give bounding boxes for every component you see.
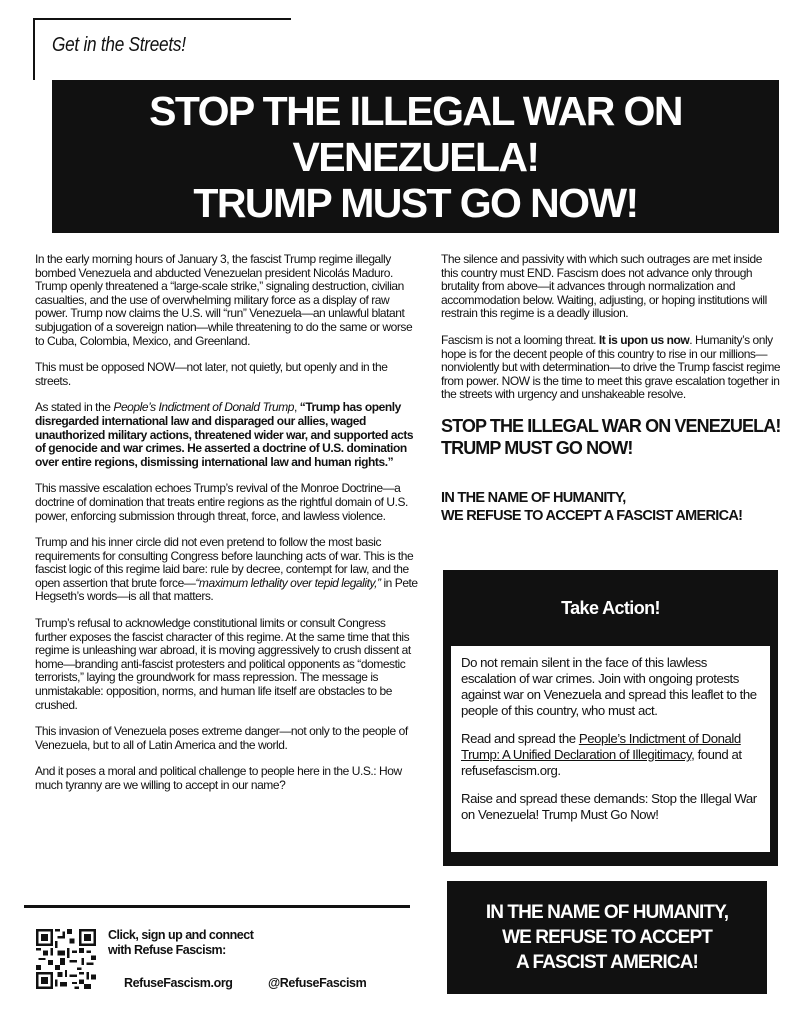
paragraph xyxy=(441,334,781,402)
footer-rule xyxy=(24,905,410,908)
indictment-link[interactable]: People’s Indictment of Donald Trump: A Unified Declaration of Illegitimacy xyxy=(461,731,741,762)
qr-code-icon[interactable] xyxy=(36,929,96,989)
paragraph: This massive escalation echoes Trump’s revival of the Monroe Doctrine—a doctrine of domination that treats entire regions as the rightful domain of U.S. power, enforcing submission through threat, force, and lawless violence. xyxy=(35,481,408,523)
slogan-humanity-line-2: WE REFUSE TO ACCEPT A FASCIST AMERICA! xyxy=(441,507,743,524)
slogan-line-2: TRUMP MUST GO NOW! xyxy=(441,437,633,458)
paragraph xyxy=(35,536,419,604)
paragraph: This invasion of Venezuela poses extreme danger—not only to the people of Venezuela, but to all of Latin America and the world. xyxy=(35,724,408,752)
text: in Pete Hegseth’s words—is all that matters. xyxy=(35,575,418,604)
hegseth-quote: “maximum lethality over tepid legality,” xyxy=(195,575,381,590)
footer-cta-line-1: Click, sign up and connect xyxy=(108,928,254,942)
footer-cta xyxy=(108,928,253,958)
headline-banner xyxy=(52,80,779,233)
paragraph: And it poses a moral and political challenge to people here in the U.S.: How much tyranny are we willing to accept in our name? xyxy=(35,764,402,792)
slogan-line-1: STOP THE ILLEGAL WAR ON VENEZUELA! xyxy=(441,415,781,436)
action-item: Do not remain silent in the face of this lawless escalation of war crimes. Join with ongoing protests against war on Venezuela and spread this leaflet to the people of this country, who must act. xyxy=(461,655,757,718)
text: , found at refusefascism.org. xyxy=(461,747,742,778)
action-item: Raise and spread these demands: Stop the Illegal War on Venezuela! Trump Must Go Now! xyxy=(461,791,757,822)
text: Fascism is not a looming threat. xyxy=(441,332,599,347)
text: , xyxy=(293,400,300,415)
headline-line-2: TRUMP MUST GO NOW! xyxy=(193,179,638,226)
frame-left-rule xyxy=(33,18,35,80)
closing-box xyxy=(447,881,767,994)
paragraph: Trump’s refusal to acknowledge constitutional limits or consult Congress further exposes the fascist character of this regime. At the same time that this regime is unleashing war abroad, it is moving aggressively to crush dissent at home—branding anti-fascist protesters and political opponents as “domestic terrorists,” laying the groundwork for mass repression. The message is unmistakable: opposition, norms, and human life itself are obstacles to be crushed. xyxy=(35,616,411,712)
closing-line-3: A FASCIST AMERICA! xyxy=(516,952,698,973)
text: Read and spread the xyxy=(461,731,579,746)
right-column xyxy=(441,253,781,525)
indictment-title: People’s Indictment of Donald Trump xyxy=(113,400,294,415)
frame-top-rule xyxy=(33,18,291,20)
kicker: Get in the Streets! xyxy=(52,34,186,56)
closing-line-2: WE REFUSE TO ACCEPT xyxy=(502,927,712,948)
paragraph: This must be opposed NOW—not later, not quietly, but openly and in the streets. xyxy=(35,360,388,388)
take-action-title: Take Action! xyxy=(561,598,660,618)
action-item xyxy=(461,731,760,779)
social-handle-link[interactable]: @RefuseFascism xyxy=(268,976,367,990)
paragraph: The silence and passivity with which such outrages are met inside this country must END. Fascism does not advance only through brutality from above—it advances through normalization and accommodation below. Waiting, adjusting, or hoping institutions will restrain this regime is a deadly illusion. xyxy=(441,252,767,321)
closing-line-1: IN THE NAME OF HUMANITY, xyxy=(485,902,729,923)
text: As stated in the xyxy=(35,400,114,415)
paragraph xyxy=(35,401,419,469)
slogan-humanity-line-1: IN THE NAME OF HUMANITY, xyxy=(441,489,626,506)
left-column xyxy=(35,253,419,806)
slogan-humanity xyxy=(441,489,781,525)
text: . Humanity’s only hope is for the decent people of this country to rise in our millions—nonviolently but with determination—to drive the Trump fascist regime from power. NOW is the time to meet this grave escalation together in the streets with urgency and unshakeable resolve. xyxy=(441,332,781,402)
slogan xyxy=(441,415,781,459)
indictment-quote: “Trump has openly disregarded international law and disparaged our allies, waged unauthorized military actions, threatened wider war, and supported acts of genocide and war crimes. He asserted a doctrine of U.S. domination over entire regions, dismissing international law and human rights.” xyxy=(35,400,414,469)
paragraph: In the early morning hours of January 3, the fascist Trump regime illegally bombed Venezuela and abducted Venezuelan president Nicolás Maduro. Trump openly threatened a “large-scale strike,” signaling destruction, civilian casualties, and the use of overwhelming military force as a display of raw power. Trump now claims the U.S. will “run” Venezuela—an unlawful blatant subjugation of a sovereign nation—while threatening to do the same or worse to Cuba, Colombia, Mexico, and Greenland. xyxy=(35,252,413,348)
headline-line-1: STOP THE ILLEGAL WAR ON VENEZUELA! xyxy=(149,87,682,180)
emphasis: It is upon us now xyxy=(598,332,690,347)
text: Trump and his inner circle did not even pretend to follow the most basic requirements for consulting Congress before launching acts of war. This is the fascist logic of this regime laid bare: rule by decree, contempt for law, and the open assertion that brute force— xyxy=(35,535,414,590)
website-link[interactable]: RefuseFascism.org xyxy=(124,976,233,990)
footer-cta-line-2: with Refuse Fascism: xyxy=(108,943,226,957)
take-action-content xyxy=(451,646,770,852)
take-action-box xyxy=(443,570,778,866)
